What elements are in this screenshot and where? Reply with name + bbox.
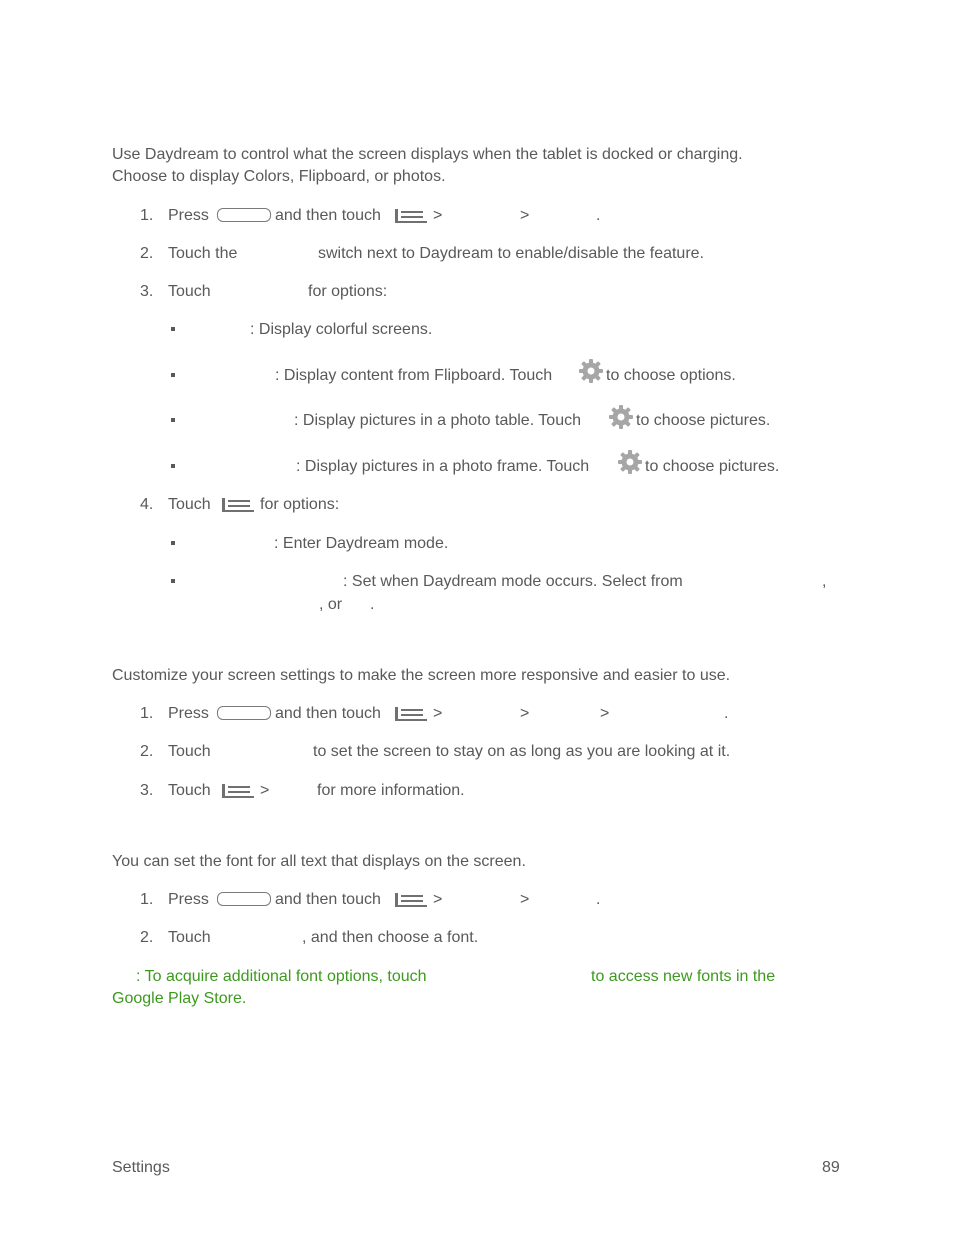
bullet-icon <box>171 541 175 545</box>
step-text: Touch <box>168 496 211 513</box>
bullet-icon <box>171 464 175 468</box>
separator: > <box>260 782 270 799</box>
page-number: 89 <box>822 1159 840 1176</box>
step-text: and then touch <box>275 891 381 908</box>
bullet-text: , or <box>319 596 343 613</box>
bullet-icon <box>171 579 175 583</box>
smart-screen-intro: Customize your screen settings to make the screen more responsive and easier to use. <box>112 667 731 684</box>
step-number: 3. <box>140 283 154 300</box>
step-text: Press <box>168 705 209 722</box>
step-number: 1. <box>140 207 154 224</box>
step-text: and then touch <box>275 207 381 224</box>
home-key-icon <box>217 208 271 222</box>
step-text: and then touch <box>275 705 381 722</box>
step-number: 3. <box>140 782 154 799</box>
step-text: , and then choose a font. <box>302 929 479 946</box>
bullet-text: : Display colorful screens. <box>250 321 433 338</box>
step-number: 2. <box>140 245 154 262</box>
daydream-intro-line1: Use Daydream to control what the screen displays when the tablet is docked or charging. <box>112 146 743 163</box>
separator: > <box>520 207 530 224</box>
home-key-icon <box>217 892 271 906</box>
bullet-text: : Enter Daydream mode. <box>274 535 449 552</box>
menu-key-icon <box>395 209 427 223</box>
bullet-text: : Set when Daydream mode occurs. Select from <box>343 573 683 590</box>
bullet-text: : Display pictures in a photo table. Touch <box>294 412 581 429</box>
gear-icon <box>608 404 634 430</box>
step-number: 2. <box>140 929 154 946</box>
step-text: for options: <box>308 283 388 300</box>
step-text: to set the screen to stay on as long as you are looking at it. <box>313 743 731 760</box>
step-text: Touch <box>168 283 211 300</box>
step-number: 4. <box>140 496 154 513</box>
step-text: switch next to Daydream to enable/disable the feature. <box>318 245 704 262</box>
step-text: Touch <box>168 929 211 946</box>
separator: > <box>433 207 443 224</box>
step-end: . <box>596 891 601 908</box>
step-text: Press <box>168 207 209 224</box>
tip-text: to access new fonts in the <box>591 968 776 985</box>
step-text: for options: <box>260 496 340 513</box>
step-end: . <box>596 207 601 224</box>
step-number: 1. <box>140 891 154 908</box>
tip-text: Google Play Store. <box>112 990 247 1007</box>
separator: > <box>520 891 530 908</box>
menu-key-icon <box>222 784 254 798</box>
home-key-icon <box>217 706 271 720</box>
bullet-text: to choose pictures. <box>645 458 780 475</box>
step-text: Touch <box>168 743 211 760</box>
step-end: . <box>724 705 729 722</box>
separator: > <box>433 891 443 908</box>
bullet-text: , <box>822 573 827 590</box>
step-number: 2. <box>140 743 154 760</box>
menu-key-icon <box>222 498 254 512</box>
bullet-text: . <box>370 596 375 613</box>
step-number: 1. <box>140 705 154 722</box>
bullet-icon <box>171 418 175 422</box>
gear-icon <box>617 449 643 475</box>
daydream-intro-line2: Choose to display Colors, Flipboard, or photos. <box>112 168 446 185</box>
step-text: Press <box>168 891 209 908</box>
bullet-text: : Display pictures in a photo frame. Touch <box>296 458 590 475</box>
separator: > <box>433 705 443 722</box>
menu-key-icon <box>395 707 427 721</box>
font-intro: You can set the font for all text that displays on the screen. <box>112 853 526 870</box>
menu-key-icon <box>395 893 427 907</box>
separator: > <box>600 705 610 722</box>
step-text: Touch <box>168 782 211 799</box>
gear-icon <box>578 358 604 384</box>
bullet-text: : Display content from Flipboard. Touch <box>275 367 553 384</box>
separator: > <box>520 705 530 722</box>
tip-text: : To acquire additional font options, touch <box>136 968 427 985</box>
footer-section-name: Settings <box>112 1159 170 1176</box>
bullet-icon <box>171 373 175 377</box>
bullet-text: to choose options. <box>606 367 736 384</box>
bullet-text: to choose pictures. <box>636 412 771 429</box>
bullet-icon <box>171 327 175 331</box>
step-text: Touch the <box>168 245 238 262</box>
step-text: for more information. <box>317 782 465 799</box>
